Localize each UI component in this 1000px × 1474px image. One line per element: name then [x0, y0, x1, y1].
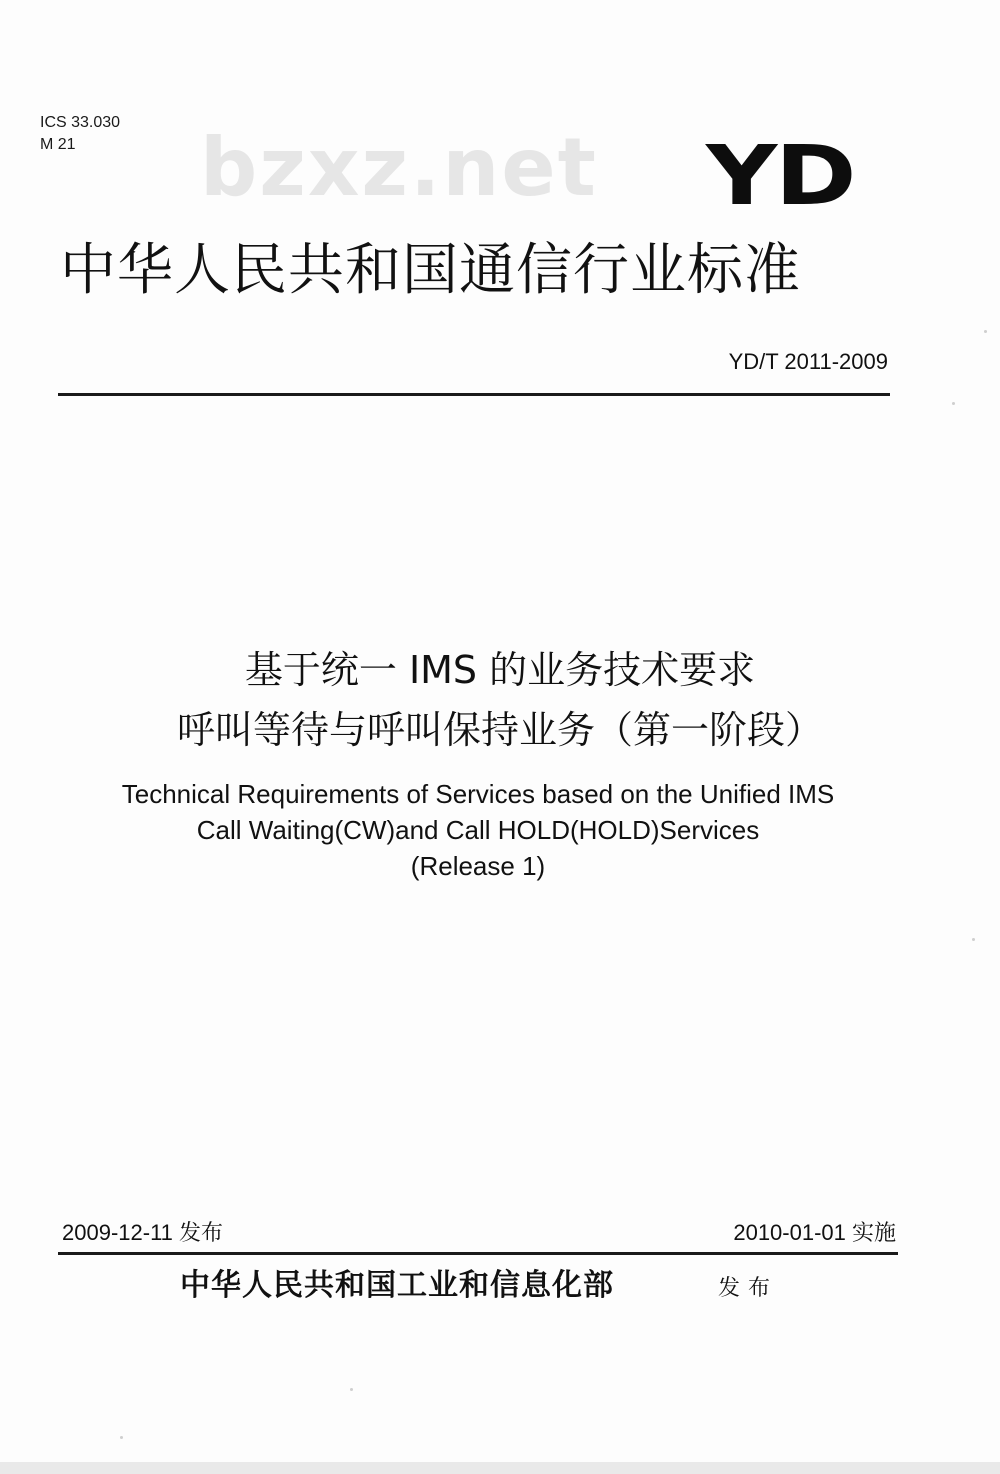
top-divider [58, 393, 890, 396]
ics-code: ICS 33.030 [40, 114, 121, 131]
scan-speck [984, 330, 987, 333]
watermark: bzxz.net [200, 121, 598, 214]
standard-number: YD/T 2011-2009 [728, 349, 888, 374]
scan-speck [972, 938, 975, 941]
title-en-line-1: Technical Requirements of Services based on the Unified IMS [121, 779, 835, 809]
ccs-code: M 21 [40, 136, 76, 153]
standard-title: 中华人民共和国通信行业标准 [60, 238, 801, 303]
publisher-suffix: 发布 [718, 1276, 779, 1301]
title-zh-line-2: 呼叫等待与呼叫保持业务（第一阶段） [176, 708, 823, 752]
publisher-name: 中华人民共和国工业和信息化部 [180, 1268, 614, 1303]
scan-edge [0, 1462, 1000, 1474]
document-title-english [0, 776, 956, 884]
scan-speck [350, 1388, 353, 1391]
issue-date: 2009-12-11 发布 [62, 1220, 224, 1245]
title-zh-line-1: 基于统一 IMS 的业务技术要求 [244, 648, 756, 692]
scan-speck [120, 1436, 123, 1439]
classification-codes [40, 112, 120, 156]
title-en-line-2: Call Waiting(CW)and Call HOLD(HOLD)Services [196, 815, 760, 845]
yd-logo: YD [706, 129, 855, 224]
document-title-chinese [0, 640, 1000, 760]
title-en-line-3: (Release 1) [410, 851, 546, 881]
bottom-divider [58, 1252, 898, 1255]
implementation-date: 2010-01-01 实施 [733, 1220, 896, 1245]
scan-speck [952, 402, 955, 405]
